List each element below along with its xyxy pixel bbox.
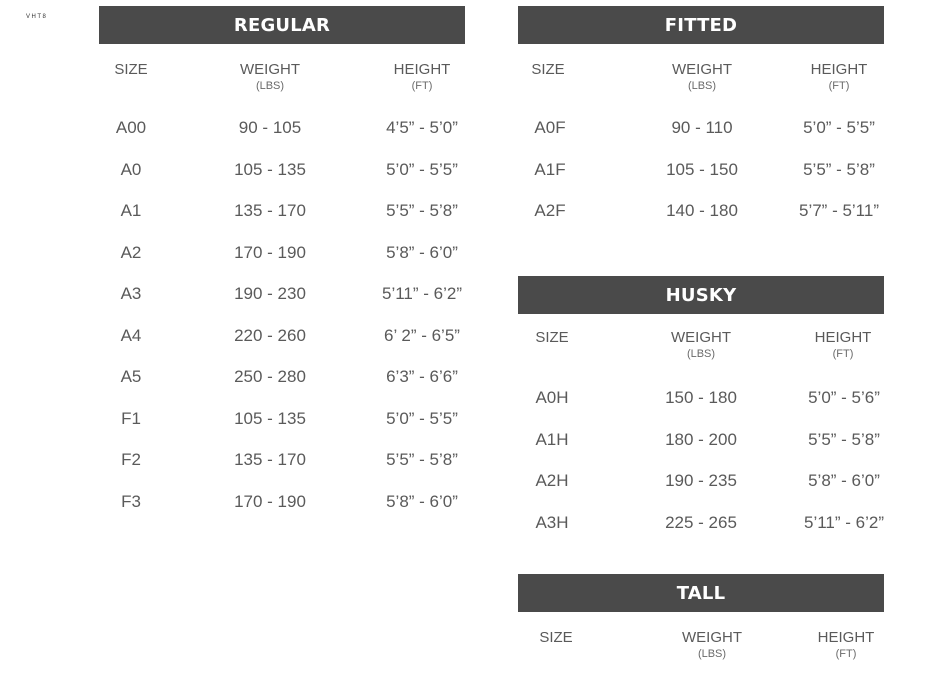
size-cell: A1 — [120, 201, 142, 220]
weight-cell: 90 - 110 — [671, 118, 733, 137]
height-cell: 5’5” - 5’8” — [386, 450, 458, 469]
husky-size-header: SIZE — [535, 329, 569, 346]
weight-cell: 90 - 105 — [238, 118, 302, 137]
tall-table-title: TALL — [518, 574, 884, 612]
tall-size-table — [518, 574, 884, 674]
weight-cell: 170 - 190 — [234, 242, 306, 262]
size-cell: A2F — [534, 201, 566, 220]
size-cell: A00 — [115, 118, 147, 137]
weight-cell: 190 - 235 — [665, 471, 737, 490]
weight-cell: 105 - 135 — [234, 159, 306, 179]
weight-cell: 135 - 170 — [234, 450, 306, 469]
size-cell: A0H — [535, 388, 569, 407]
height-cell: 5’5” - 5’8” — [808, 429, 880, 449]
fitted-size-header: SIZE — [531, 61, 565, 78]
tall-size-header: SIZE — [539, 629, 573, 646]
tall-weight-header: WEIGHT (LBS) — [682, 629, 742, 660]
size-cell: A3H — [535, 512, 569, 532]
fitted-table-title: FITTED — [518, 6, 884, 44]
size-cell: A0 — [120, 159, 142, 179]
fitted-weight-header: WEIGHT (LBS) — [672, 61, 732, 92]
height-cell: 5’8” - 6’0” — [386, 491, 458, 511]
weight-cell: 225 - 265 — [665, 512, 737, 532]
husky-height-header: HEIGHT (FT) — [814, 329, 872, 360]
fitted-size-table — [518, 6, 884, 236]
weight-cell: 140 - 180 — [666, 201, 738, 220]
weight-cell: 190 - 230 — [234, 284, 306, 303]
size-cell: F3 — [121, 491, 141, 511]
regular-height-header: HEIGHT (FT) — [393, 61, 451, 92]
size-cell: A2 — [120, 242, 142, 262]
height-cell: 5’0” - 5’6” — [808, 388, 880, 407]
size-cell: A0F — [534, 118, 566, 137]
weight-cell: 150 - 180 — [665, 388, 737, 407]
weight-cell: 105 - 135 — [234, 408, 306, 428]
size-cell: A4 — [120, 325, 142, 345]
size-cell: A1H — [535, 429, 569, 449]
document-code: VHT8 — [26, 14, 48, 20]
size-cell: A2H — [535, 471, 569, 490]
height-cell: 5’0” - 5’5” — [386, 408, 458, 428]
weight-cell: 220 - 260 — [234, 325, 306, 345]
husky-size-table — [518, 276, 884, 546]
size-cell: A3 — [120, 284, 142, 303]
height-cell: 6’ 2” - 6’5” — [384, 325, 460, 345]
height-cell: 5’11” - 6’2” — [382, 284, 462, 303]
size-cell: F2 — [121, 450, 141, 469]
tall-height-header: HEIGHT (FT) — [817, 629, 875, 660]
husky-weight-header: WEIGHT (LBS) — [671, 329, 731, 360]
weight-cell: 180 - 200 — [665, 429, 737, 449]
size-cell: F1 — [121, 408, 141, 428]
height-cell: 5’11” - 6’2” — [804, 512, 884, 532]
regular-weight-header: WEIGHT (LBS) — [240, 61, 300, 92]
height-cell: 5’5” - 5’8” — [803, 159, 875, 179]
height-cell: 5’5” - 5’8” — [386, 201, 458, 220]
weight-cell: 135 - 170 — [234, 201, 306, 220]
size-cell: A5 — [120, 367, 142, 386]
weight-cell: 250 - 280 — [234, 367, 306, 386]
height-cell: 5’0” - 5’5” — [386, 159, 458, 179]
size-cell: A1F — [534, 159, 566, 179]
height-cell: 5’0” - 5’5” — [803, 118, 875, 137]
height-cell: 5’7” - 5’11” — [799, 201, 879, 220]
regular-size-table — [99, 6, 465, 526]
height-cell: 5’8” - 6’0” — [808, 471, 880, 490]
height-cell: 6’3” - 6’6” — [386, 367, 458, 386]
regular-table-title: REGULAR — [99, 6, 465, 44]
regular-size-header: SIZE — [114, 61, 148, 78]
fitted-height-header: HEIGHT (FT) — [810, 61, 868, 92]
height-cell: 5’8” - 6’0” — [386, 242, 458, 262]
weight-cell: 170 - 190 — [234, 491, 306, 511]
weight-cell: 105 - 150 — [666, 159, 738, 179]
height-cell: 4’5” - 5’0” — [386, 118, 458, 137]
husky-table-title: HUSKY — [518, 276, 884, 314]
